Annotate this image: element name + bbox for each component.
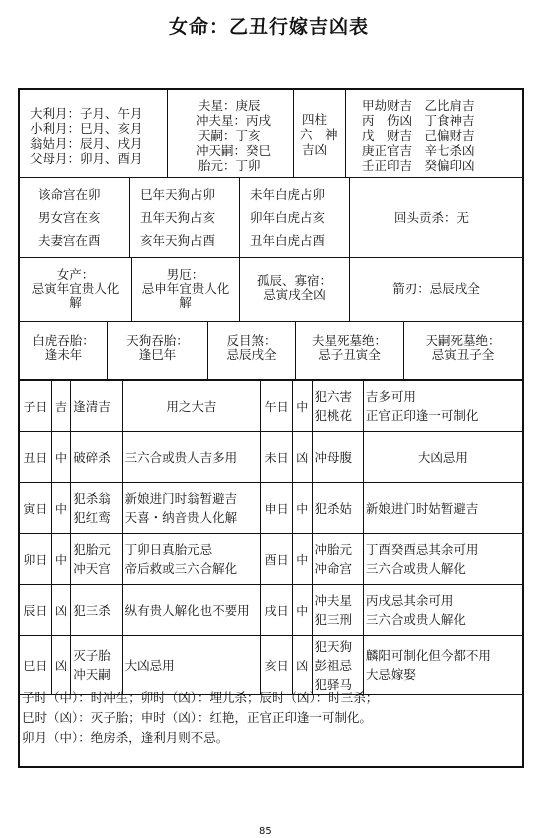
shensha-name: 犯杀姑 (314, 500, 353, 516)
fuxing-cell (296, 322, 404, 379)
shensha-name: 犯天狗 (314, 638, 353, 654)
day-remark-cell (122, 381, 261, 432)
shensha-name: 破碎杀 (73, 449, 111, 465)
shensha-name: 犯三杀 (73, 602, 111, 618)
guchen-cell (240, 258, 350, 321)
huitou-text: 回头贡杀：无 (394, 210, 470, 225)
day-name: 子日 (20, 381, 51, 432)
spouse-cell (168, 90, 294, 177)
danger-section (20, 258, 522, 322)
tuntai-line: 逢未年 (44, 347, 83, 362)
month-line: 翁姑月：辰月、戌月 (30, 136, 143, 151)
day-level: 中 (51, 483, 71, 534)
page-title: 女命：乙丑行嫁吉凶表 (168, 16, 369, 38)
day-remark-cell (363, 534, 522, 585)
remark-line: 麟阳可制化但今都不用 (365, 648, 491, 663)
remark-line: 天喜・纳音贵人化解 (124, 510, 238, 525)
tiangou-tuntai-cell (108, 322, 208, 379)
remark-line: 用之大吉 (166, 398, 217, 414)
day-shensha-cell (71, 483, 122, 534)
tuntai-line: 天狗吞胎： (126, 333, 189, 348)
remark-line: 大凶忌用 (124, 657, 175, 673)
baihu-line: 丑年白虎占酉 (250, 233, 326, 248)
nvchan-cell (20, 258, 132, 321)
day-remark-cell (363, 381, 522, 432)
sizhu-label: 吉凶 (302, 142, 328, 157)
baihu-tuntai-cell (20, 322, 108, 379)
day-shensha-cell (71, 585, 122, 636)
day-remark-cell (122, 585, 261, 636)
remark-line: 三六合或贵人解化 (365, 612, 466, 627)
day-name: 申日 (261, 483, 293, 534)
jianren-cell (350, 258, 522, 321)
day-name: 午日 (261, 381, 293, 432)
fuxing-line: 忌子丑寅全 (318, 347, 381, 362)
shensha-name: 犯杀翁 (73, 491, 111, 506)
huitou-cell (350, 178, 522, 257)
day-remark-cell (122, 534, 261, 585)
fanmu-line: 忌辰戌全 (226, 347, 277, 362)
day-shensha-cell (71, 381, 122, 432)
nane-line: 忌申年宜贵人化 (141, 281, 230, 296)
day-shensha-cell (71, 534, 122, 585)
shensha-name: 彭祖忌 (314, 657, 353, 673)
note-line: 卯月（中）：绝房杀，逢利月则不忌。 (22, 730, 229, 745)
day-shensha-cell (312, 636, 363, 695)
day-level: 中 (293, 534, 313, 585)
remark-line: 新娘进门时翁暂避吉 (124, 491, 238, 506)
sizhu-label: 四柱 (302, 112, 328, 127)
palace-line: 该命宫在卯 (38, 187, 101, 202)
shensha-name: 灭子胎 (73, 648, 111, 663)
sizhu-cell (346, 90, 522, 177)
page-number: 85 (259, 826, 272, 837)
tiangou-line: 丑年天狗占亥 (140, 210, 216, 225)
fanmu-line: 反目煞： (226, 333, 277, 348)
palace-line: 男女宫在亥 (38, 210, 101, 225)
day-shensha-cell (312, 432, 363, 483)
sizhu-label: 六 神 (300, 127, 338, 142)
day-shensha-cell (71, 432, 122, 483)
remark-line: 纵有贵人解化也不要用 (124, 602, 250, 618)
remark-line: 三六合或贵人吉多用 (124, 449, 238, 465)
shensha-name: 冲胎元 (314, 542, 353, 557)
day-level: 凶 (293, 636, 313, 695)
day-name: 丑日 (20, 432, 51, 483)
guchen-line: 孤辰、寡宿： (256, 273, 332, 288)
tiangou-line: 亥年天狗占酉 (140, 233, 216, 248)
day-remark-cell (363, 636, 522, 695)
baihu-line: 未年白虎占卯 (250, 187, 326, 202)
day-level: 中 (51, 432, 71, 483)
shensha-name: 冲天宫 (73, 561, 111, 576)
day-row (20, 432, 522, 483)
day-remark-cell (363, 585, 522, 636)
day-name: 未日 (261, 432, 293, 483)
tiansi-line: 忌寅丑子全 (431, 347, 495, 362)
months-cell (20, 90, 168, 177)
note-line: 子时（中）：时冲生；卯时（凶）：埋儿杀；辰时（凶）：时三杀； (22, 690, 379, 705)
spouse-line: 冲天嗣：癸巳 (196, 143, 272, 158)
day-name: 寅日 (20, 483, 51, 534)
hour-notes (22, 688, 378, 748)
marriage-table (18, 88, 524, 768)
day-shensha-cell (312, 381, 363, 432)
palace-line: 夫妻宫在酉 (38, 233, 101, 248)
baihu-line: 卯年白虎占亥 (250, 210, 326, 225)
shensha-name: 犯胎元 (73, 542, 111, 557)
day-row (20, 585, 522, 636)
tiansi-line: 天嗣死墓绝： (425, 333, 501, 348)
fanmu-cell (208, 322, 296, 379)
day-level: 凶 (51, 585, 71, 636)
spouse-line: 夫星：庚辰 (198, 98, 261, 113)
nane-line: 解 (179, 295, 192, 310)
remark-line: 丁酉癸酉忌其余可用 (365, 542, 479, 557)
nvchan-line: 解 (69, 295, 82, 310)
shensha-name: 冲夫星 (314, 593, 353, 608)
remark-line: 帝后救或三六合解化 (124, 561, 238, 576)
day-table (20, 380, 522, 695)
day-shensha-cell (312, 585, 363, 636)
note-line: 巳时（凶）：灭子胎；申时（凶）：红艳，正官正印逢一可制化。 (22, 710, 373, 725)
shensha-name: 犯桃花 (314, 408, 353, 423)
tiansi-cell (404, 322, 522, 379)
nvchan-line: 女产： (56, 267, 95, 282)
day-name: 卯日 (20, 534, 51, 585)
header-section (20, 90, 522, 178)
shensha-name: 冲母腹 (314, 449, 353, 465)
shensha-name: 冲命宫 (314, 561, 353, 576)
day-row (20, 636, 522, 695)
palace-section (20, 178, 522, 258)
shensha-name: 犯六害 (314, 389, 353, 404)
guchen-line: 忌寅戌全凶 (263, 287, 326, 302)
shensha-name: 冲天嗣 (73, 667, 111, 682)
sizhu-label-cell (294, 90, 346, 177)
sizhu-line: 甲劫财吉 乙比肩吉 (362, 98, 475, 113)
day-level: 中 (293, 381, 313, 432)
fuxing-line: 夫星死墓绝： (311, 333, 387, 348)
day-level: 中 (293, 585, 313, 636)
palace-cell (20, 178, 130, 257)
day-remark-cell (363, 483, 522, 534)
day-level: 凶 (51, 636, 71, 695)
baihu-cell (240, 178, 350, 257)
month-line: 小利月：巳月、亥月 (30, 121, 143, 136)
remark-line: 丁卯日真胎元忌 (124, 542, 213, 557)
spouse-line: 天嗣：丁亥 (198, 128, 261, 143)
sizhu-line: 丙 伤凶 丁食神吉 (362, 113, 475, 128)
day-level: 吉 (51, 381, 71, 432)
remark-line: 吉多可用 (365, 389, 416, 404)
day-shensha-cell (312, 534, 363, 585)
day-level: 凶 (293, 432, 313, 483)
shensha-name: 犯驿马 (314, 676, 353, 692)
day-shensha-cell (71, 636, 122, 695)
month-line: 父母月：卯月、酉月 (30, 151, 143, 166)
day-shensha-cell (312, 483, 363, 534)
day-remark-cell (122, 483, 261, 534)
nvchan-line: 忌寅年宜贵人化 (31, 281, 120, 296)
nane-line: 男厄： (166, 267, 205, 282)
day-remark-cell (363, 432, 522, 483)
remark-line: 新娘进门时姑暂避吉 (365, 500, 479, 516)
spouse-line: 冲夫星：丙戌 (196, 113, 272, 128)
tuntai-line: 逢巳年 (138, 347, 177, 362)
day-name: 酉日 (261, 534, 293, 585)
tuntai-section (20, 322, 522, 380)
remark-line: 大忌嫁娶 (365, 667, 416, 682)
day-row (20, 381, 522, 432)
spouse-line: 胎元：丁卯 (198, 158, 261, 173)
remark-line: 大凶忌用 (417, 449, 468, 465)
day-remark-cell (122, 636, 261, 695)
shensha-name: 犯三刑 (314, 612, 353, 627)
day-row (20, 534, 522, 585)
tiangou-cell (130, 178, 240, 257)
remark-line: 正官正印逢一可制化 (365, 408, 479, 423)
tiangou-line: 巳年天狗占卯 (140, 187, 216, 202)
nane-cell (132, 258, 240, 321)
day-name: 辰日 (20, 585, 51, 636)
month-line: 大利月：子月、午月 (30, 106, 143, 121)
sizhu-line: 壬正印吉 癸偏印凶 (362, 158, 475, 173)
shensha-name: 逢清吉 (73, 398, 111, 414)
day-row (20, 483, 522, 534)
day-name: 亥日 (261, 636, 293, 695)
remark-line: 三六合或贵人解化 (365, 561, 466, 576)
remark-line: 丙戌忌其余可用 (365, 593, 454, 608)
day-level: 中 (51, 534, 71, 585)
shensha-name: 犯红鸾 (73, 510, 111, 525)
tuntai-line: 白虎吞胎： (32, 333, 95, 348)
day-level: 中 (293, 483, 313, 534)
day-name: 巳日 (20, 636, 51, 695)
day-name: 戌日 (261, 585, 293, 636)
day-remark-cell (122, 432, 261, 483)
jianren-text: 箭刃：忌辰戌全 (392, 281, 480, 296)
sizhu-line: 戊 财吉 己偏财吉 (362, 128, 475, 143)
sizhu-line: 庚正官吉 辛七杀凶 (362, 143, 475, 158)
